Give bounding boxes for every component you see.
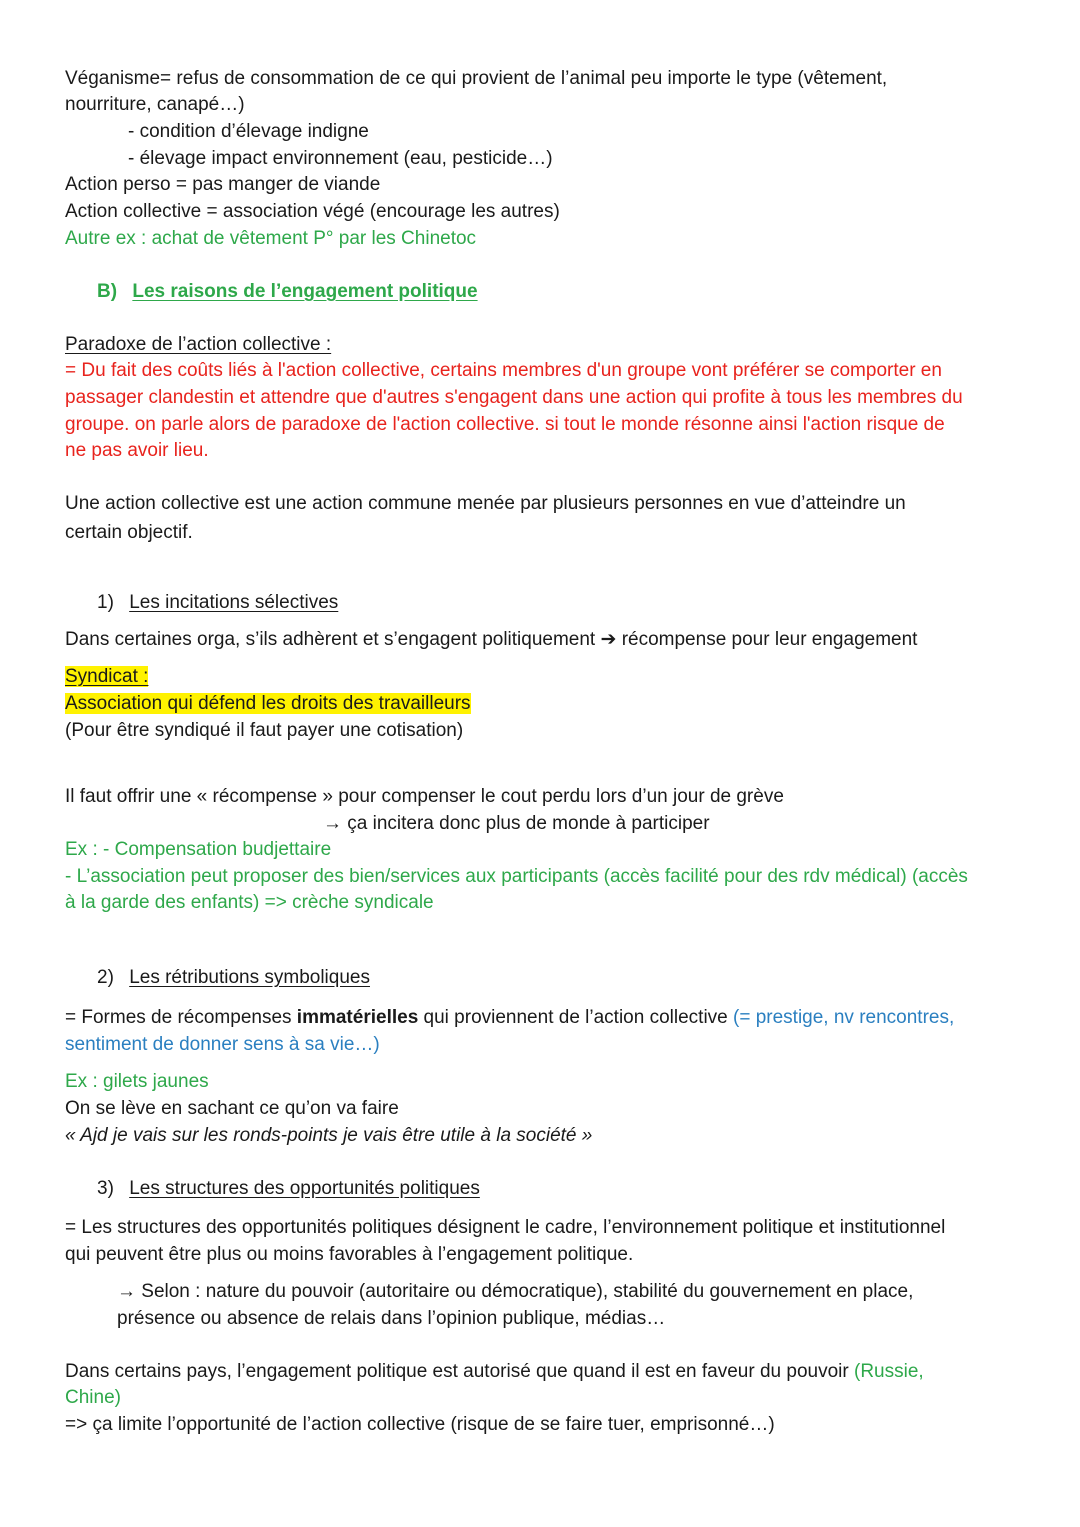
structures-heading: [97, 1176, 480, 1202]
paradoxe-text-line: ne pas avoir lieu.: [65, 440, 209, 461]
arrow-right-icon: ➔: [600, 629, 617, 650]
pays-line2: Chine): [65, 1387, 121, 1408]
structures-definition-line2: qui peuvent être plus ou moins favorables à l’engagement politique.: [65, 1244, 634, 1265]
retributions-number: 2): [97, 967, 114, 988]
retributions-heading: [97, 965, 370, 991]
retributions-def-text: = Formes de récompenses: [65, 1007, 297, 1028]
section-b-title: Les raisons de l’engagement politique: [132, 281, 478, 302]
structures-selon-line1: [117, 1279, 913, 1305]
action-collective-definition-line1: Une action collective est une action commune menée par plusieurs personnes en vue d’atteindre un: [65, 493, 906, 514]
structures-selon-text: Selon : nature du pouvoir (autoritaire ou démocratique), stabilité du gouvernement en place,: [136, 1281, 914, 1302]
incitations-text-before: Dans certaines orga, s’ils adhèrent et s’engagent politiquement: [65, 629, 601, 650]
incitations-line: [65, 627, 917, 653]
section-b-letter: B): [97, 281, 118, 302]
paradoxe-text-line: = Du fait des coûts liés à l'action collective, certains membres d'un groupe vont préférer se comporter en: [65, 360, 942, 381]
incitations-example: à la garde des enfants) => crèche syndicale: [65, 892, 434, 913]
incitations-number: 1): [97, 592, 114, 613]
pays-text: Dans certains pays, l’engagement politique est autorisé que quand il est en faveur du pouvoir: [65, 1361, 854, 1382]
action-collective-definition-line2: certain objectif.: [65, 522, 193, 543]
paradoxe-text-line: groupe. on parle alors de paradoxe de l'action collective. si tout le monde résonne ainsi l'action risque de: [65, 414, 945, 435]
veganism-bullet: - élevage impact environnement (eau, pesticide…): [128, 148, 553, 169]
paradoxe-text-line: passager clandestin et attendre que d'autres s'engagent dans une action qui profite à tous les membres du: [65, 387, 963, 408]
arrow-right-icon: →: [323, 813, 342, 834]
retributions-definition-line1: [65, 1005, 954, 1031]
arrow-right-icon: →: [117, 1281, 136, 1302]
retributions-quote: « Ajd je vais sur les ronds-points je vais être utile à la société »: [65, 1125, 593, 1146]
retributions-example: Ex : gilets jaunes: [65, 1071, 209, 1092]
retributions-def-bold: immatérielles: [296, 1007, 419, 1028]
pays-line3: => ça limite l’opportunité de l’action collective (risque de se faire tuer, emprisonné…): [65, 1414, 775, 1435]
incitations-text-after: récompense pour leur engagement: [616, 629, 918, 650]
syndicat-definition-line: [65, 691, 471, 717]
structures-number: 3): [97, 1178, 114, 1199]
recompense-line: Il faut offrir une « récompense » pour compenser le cout perdu lors d’un jour de grève: [65, 786, 784, 807]
pays-examples: (Russie,: [854, 1361, 924, 1382]
retributions-text: On se lève en sachant ce qu’on va faire: [65, 1098, 399, 1119]
syndicat-definition: Association qui défend les droits des travailleurs: [65, 693, 471, 714]
syndicat-title: Syndicat :: [65, 666, 149, 687]
pays-line1: [65, 1359, 924, 1385]
incitations-example: Ex : - Compensation budjettaire: [65, 839, 332, 860]
retributions-title: Les rétributions symboliques: [129, 967, 370, 988]
veganism-bullet: - condition d’élevage indigne: [128, 121, 369, 142]
veganism-definition-line1: Véganisme= refus de consommation de ce qui provient de l’animal peu importe le type (vêtement,: [65, 68, 888, 89]
action-collective: Action collective = association végé (encourage les autres): [65, 201, 560, 222]
syndicat-note: (Pour être syndiqué il faut payer une cotisation): [65, 720, 464, 741]
structures-title: Les structures des opportunités politiques: [129, 1178, 480, 1199]
retributions-definition-line2: sentiment de donner sens à sa vie…): [65, 1034, 380, 1055]
retributions-def-text: qui proviennent de l’action collective: [418, 1007, 734, 1028]
structures-selon-line2: présence ou absence de relais dans l’opinion publique, médias…: [117, 1308, 666, 1329]
retributions-def-examples: (= prestige, nv rencontres,: [733, 1007, 955, 1028]
structures-definition-line1: = Les structures des opportunités politiques désignent le cadre, l’environnement politique et institutionnel: [65, 1217, 946, 1238]
autre-exemple: Autre ex : achat de vêtement P° par les Chinetoc: [65, 228, 477, 249]
incitations-example: - L’association peut proposer des bien/services aux participants (accès facilité pour des rdv médical) (accès: [65, 866, 968, 887]
syndicat-title-line: [65, 664, 148, 690]
action-perso: Action perso = pas manger de viande: [65, 174, 381, 195]
consequence-text: ça incitera donc plus de monde à participer: [342, 813, 710, 834]
incitations-title: Les incitations sélectives: [129, 592, 339, 613]
consequence-line: [323, 811, 710, 837]
section-b-heading: [97, 279, 478, 305]
paradoxe-title: Paradoxe de l’action collective :: [65, 334, 332, 355]
veganism-definition-line2: nourriture, canapé…): [65, 94, 245, 115]
incitations-heading: [97, 590, 338, 616]
